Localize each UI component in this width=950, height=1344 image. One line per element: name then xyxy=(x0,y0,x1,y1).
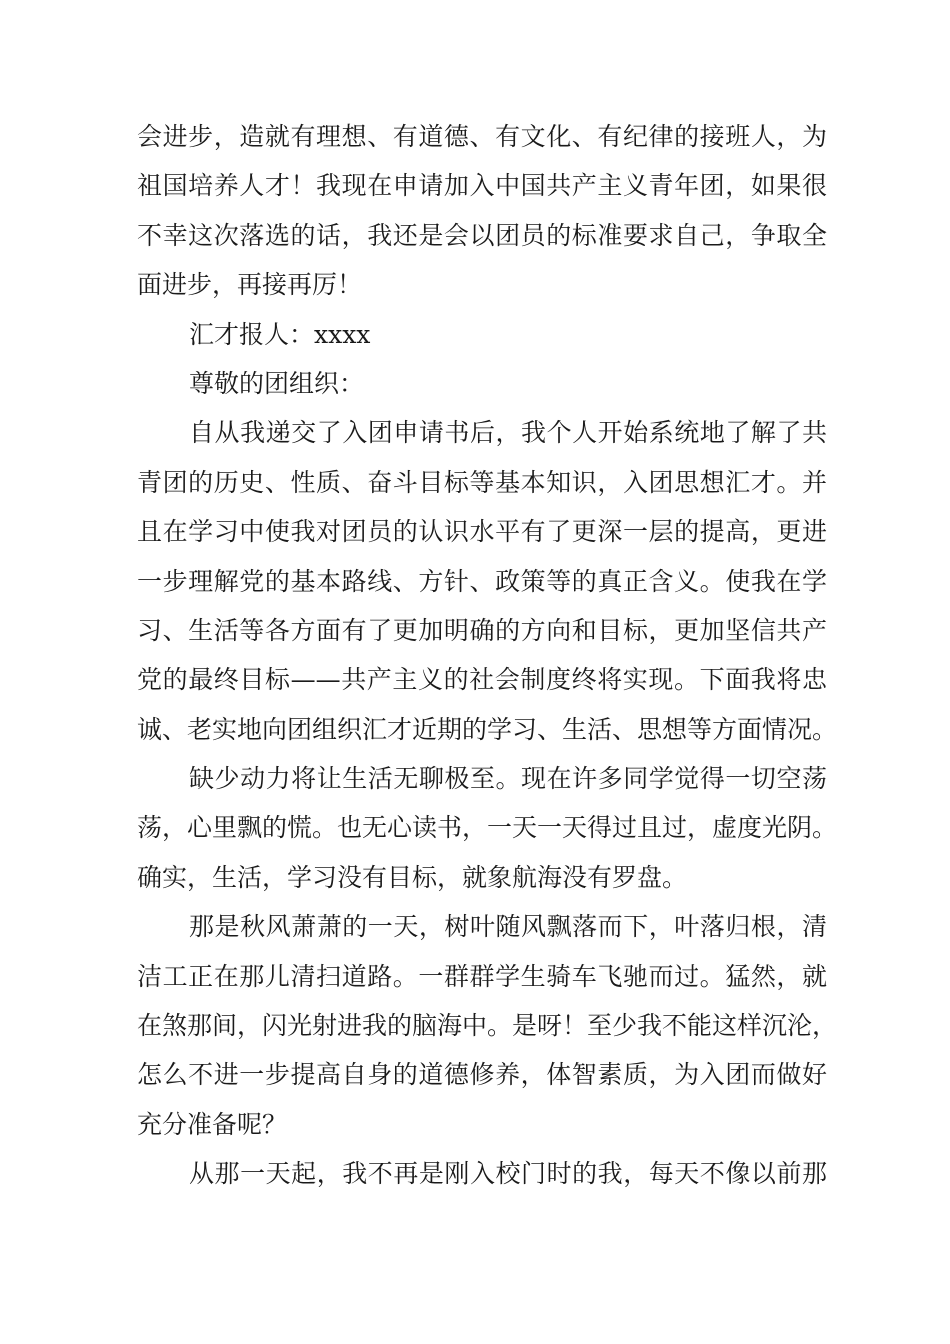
text-line: 缺少动力将让生活无聊极至。现在许多同学觉得一切空荡 xyxy=(189,764,827,794)
text-line: 且在学习中使我对团员的认识水平有了更深一层的提高，更进 xyxy=(137,517,827,547)
text-line: 在煞那间，闪光射进我的脑海中。是呀！至少我不能这样沉沦， xyxy=(137,1011,838,1041)
text-line: 诚、老实地向团组织汇才近期的学习、生活、思想等方面情况。 xyxy=(137,714,838,744)
text-line: 会进步，造就有理想、有道德、有文化、有纪律的接班人，为 xyxy=(137,122,827,151)
text-line: 洁工正在那儿清扫道路。一群群学生骑车飞驰而过。猛然，就 xyxy=(137,961,827,991)
text-line: 充分准备呢？ xyxy=(137,1109,288,1139)
text-line: 自从我递交了入团申请书后，我个人开始系统地了解了共 xyxy=(189,418,827,448)
text-line: 那是秋风萧萧的一天，树叶随风飘落而下，叶落归根，清 xyxy=(189,912,827,942)
text-line: 面进步，再接再厉！ xyxy=(137,270,363,300)
text-line: 确实，生活，学习没有目标，就象航海没有罗盘。 xyxy=(137,862,688,892)
signature-line: 汇才报人：xxxx xyxy=(189,319,371,349)
text-line: 习、生活等各方面有了更加明确的方向和目标，更加坚信共产 xyxy=(137,615,827,645)
text-line: 党的最终目标——共产主义的社会制度终将实现。下面我将忠 xyxy=(137,665,827,695)
salutation: 尊敬的团组织： xyxy=(189,368,365,398)
text-line: 祖国培养人才！我现在申请加入中国共产主义青年团，如果很 xyxy=(137,171,827,201)
text-line: 青团的历史、性质、奋斗目标等基本知识，入团思想汇才。并 xyxy=(137,467,827,497)
text-line: 不幸这次落选的话，我还是会以团员的标准要求自己，争取全 xyxy=(137,220,827,250)
document-body xyxy=(137,112,838,1199)
text-line: 怎么不进一步提高自身的道德修养，体智素质，为入团而做好 xyxy=(137,1060,827,1090)
text-line: 荡，心里飘的慌。也无心读书，一天一天得过且过，虚度光阴。 xyxy=(137,813,838,843)
text-line: 从那一天起，我不再是刚入校门时的我，每天不像以前那 xyxy=(189,1159,827,1189)
text-line: 一步理解党的基本路线、方针、政策等的真正含义。使我在学 xyxy=(137,566,827,596)
